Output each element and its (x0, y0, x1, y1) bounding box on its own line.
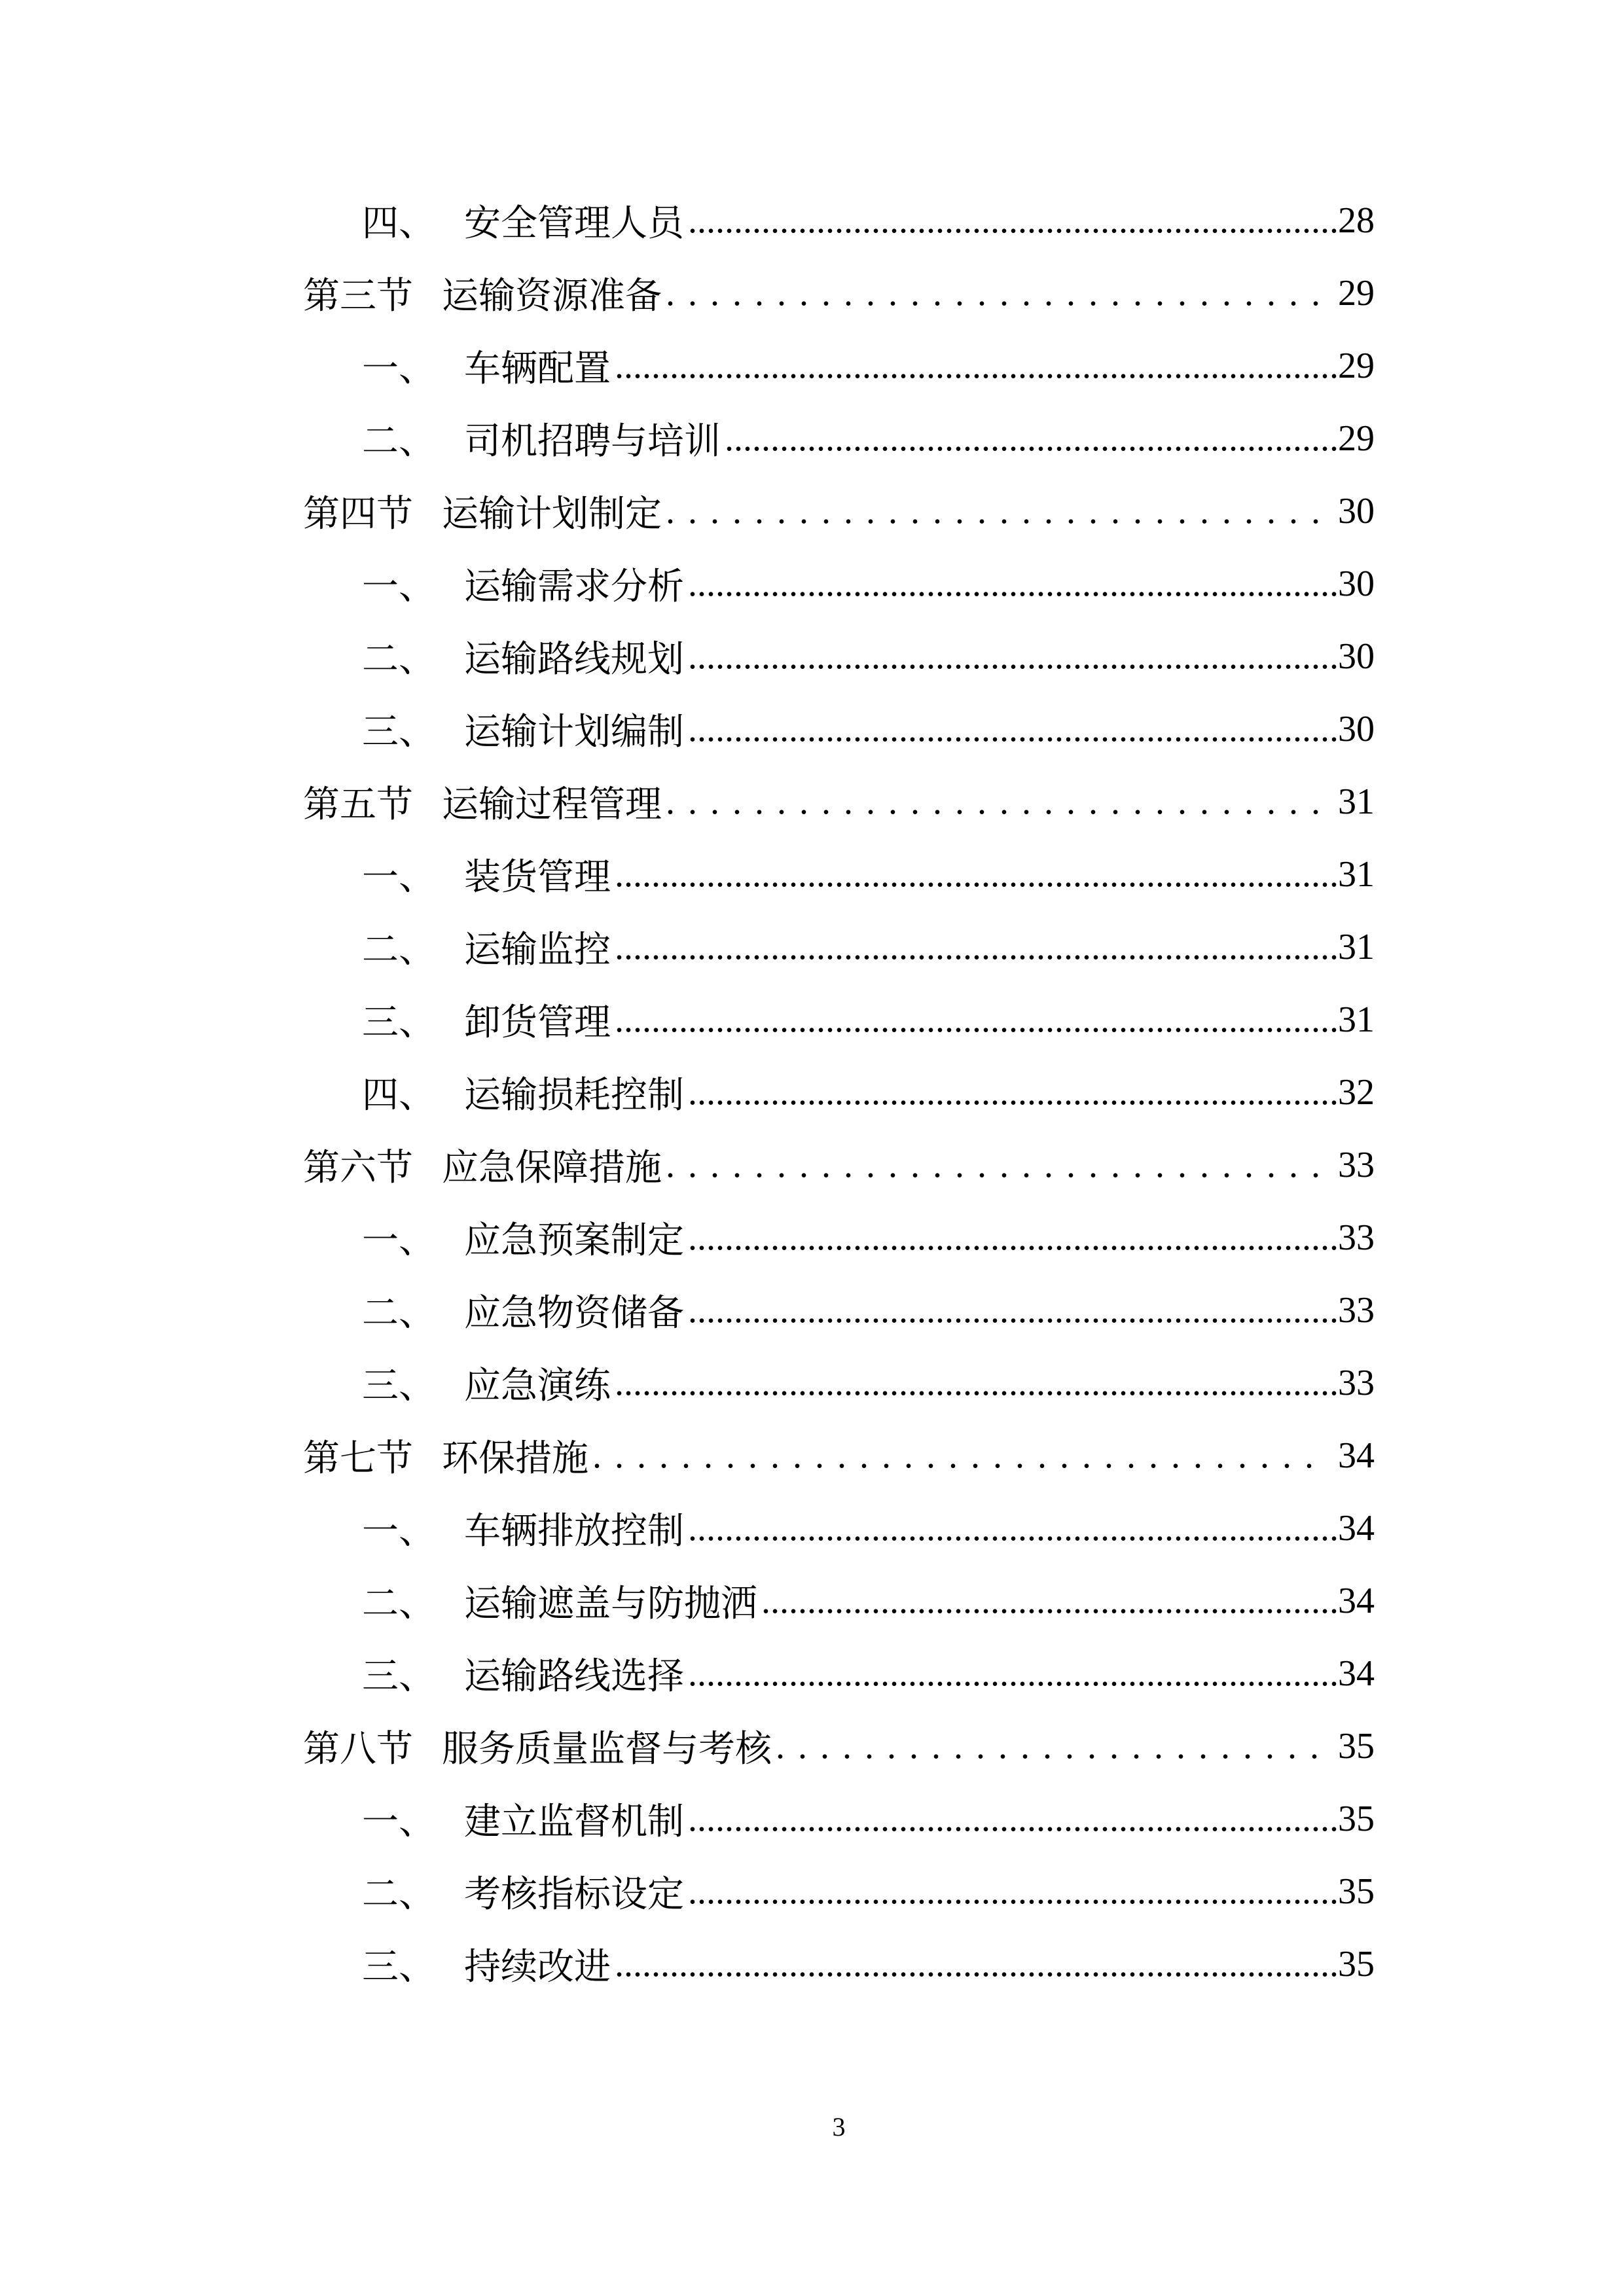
toc-entry-title: 运输过程管理 (442, 784, 662, 825)
toc-entry-title: 建立监督机制 (464, 1801, 684, 1842)
toc-entry-number: 三、 (362, 1002, 435, 1043)
toc-entry-page: 33 (1338, 1289, 1375, 1331)
toc-entry-number: 第七节 (303, 1438, 413, 1479)
toc-leader-dots (592, 1435, 1329, 1477)
toc-entry-number: 一、 (362, 1220, 435, 1261)
toc-entry-title: 持续改进 (464, 1946, 611, 1988)
toc-entry-number: 四、 (362, 1075, 435, 1116)
toc-entry-page: 28 (1338, 200, 1375, 241)
toc-entry[interactable] (303, 1492, 1375, 1564)
toc-entry[interactable] (303, 1274, 1375, 1346)
toc-leader-dots (615, 926, 1338, 968)
toc-entry-page: 31 (1338, 926, 1375, 967)
toc-entry[interactable] (303, 910, 1375, 983)
toc-entry-number: 四、 (362, 203, 435, 244)
toc-entry[interactable] (303, 1928, 1375, 2000)
toc-entry[interactable] (303, 257, 1375, 329)
toc-entry-page: 29 (1338, 345, 1375, 386)
toc-leader-dots (688, 1507, 1338, 1549)
toc-leader-dots (666, 490, 1329, 532)
toc-entry-page: 31 (1338, 853, 1375, 895)
toc-leader-dots (688, 708, 1338, 750)
toc-leader-dots (688, 563, 1338, 605)
toc-entry-page: 30 (1338, 563, 1375, 604)
toc-entry-number: 二、 (362, 929, 435, 971)
toc-entry[interactable] (303, 1201, 1375, 1274)
page-footer (303, 2111, 1375, 2142)
toc-leader-dots (688, 636, 1338, 677)
toc-entry-number: 一、 (362, 348, 435, 389)
toc-entry[interactable] (303, 1782, 1375, 1855)
page-number: 3 (832, 2112, 846, 2142)
toc-entry-number: 三、 (362, 1656, 435, 1697)
toc-leader-dots (615, 1362, 1338, 1404)
toc-entry-page: 34 (1338, 1435, 1375, 1476)
toc-entry-page: 33 (1338, 1217, 1375, 1258)
toc-entry[interactable] (303, 620, 1375, 692)
toc-entry[interactable] (303, 1346, 1375, 1419)
toc-entry-number: 二、 (362, 421, 435, 462)
toc-entry-title: 考核指标设定 (464, 1874, 684, 1915)
toc-entry[interactable] (303, 1855, 1375, 1928)
toc-entry-page: 35 (1338, 1725, 1375, 1767)
toc-entry-title: 卸货管理 (464, 1002, 611, 1043)
toc-entry-page: 30 (1338, 708, 1375, 749)
toc-entry-title: 运输资源准备 (442, 276, 662, 317)
toc-leader-dots (688, 1653, 1338, 1695)
toc-entry-title: 运输监控 (464, 929, 611, 971)
toc-leader-dots (688, 1871, 1338, 1912)
toc-leader-dots (615, 345, 1338, 387)
toc-entry-title: 车辆排放控制 (464, 1511, 684, 1552)
toc-leader-dots (615, 1943, 1338, 1985)
toc-leader-dots (776, 1725, 1329, 1767)
toc-leader-dots (666, 272, 1329, 314)
toc-entry[interactable] (303, 1564, 1375, 1637)
toc-entry[interactable] (303, 1419, 1375, 1492)
toc-entry-page: 34 (1338, 1580, 1375, 1621)
toc-entry-page: 29 (1338, 418, 1375, 459)
toc-leader-dots (761, 1580, 1338, 1622)
toc-entry-title: 运输路线规划 (464, 639, 684, 680)
toc-entry[interactable] (303, 983, 1375, 1056)
toc-leader-dots (688, 1289, 1338, 1331)
toc-entry-number: 第三节 (303, 276, 413, 317)
toc-entry-title: 应急演练 (464, 1365, 611, 1407)
toc-entry-title: 应急物资储备 (464, 1293, 684, 1334)
toc-entry-page: 34 (1338, 1653, 1375, 1694)
toc-entry-title: 环保措施 (442, 1438, 588, 1479)
toc-entry[interactable] (303, 547, 1375, 620)
toc-entry[interactable] (303, 765, 1375, 838)
toc-entry-title: 运输需求分析 (464, 566, 684, 607)
toc-leader-dots (666, 1144, 1329, 1186)
toc-entry-number: 二、 (362, 1874, 435, 1915)
toc-entry-number: 第六节 (303, 1147, 413, 1189)
toc-entry[interactable] (303, 1128, 1375, 1201)
toc-entry[interactable] (303, 402, 1375, 475)
toc-entry-title: 司机招聘与培训 (464, 421, 721, 462)
toc-entry-page: 30 (1338, 490, 1375, 531)
toc-entry-title: 运输计划编制 (464, 711, 684, 753)
toc-entry-number: 一、 (362, 1511, 435, 1552)
toc-entry-number: 二、 (362, 1293, 435, 1334)
toc-leader-dots (688, 200, 1338, 242)
toc-entry-number: 第四节 (303, 493, 413, 535)
toc-entry-title: 安全管理人员 (464, 203, 684, 244)
toc-leader-dots (666, 781, 1329, 823)
toc-entry-page: 32 (1338, 1071, 1375, 1113)
toc-entry-title: 运输路线选择 (464, 1656, 684, 1697)
toc-entry-title: 运输损耗控制 (464, 1075, 684, 1116)
toc-list (303, 184, 1375, 2000)
toc-leader-dots (688, 1798, 1338, 1840)
toc-leader-dots (725, 418, 1338, 459)
toc-entry[interactable] (303, 184, 1375, 257)
toc-entry-title: 运输遮盖与防抛洒 (464, 1583, 757, 1624)
toc-entry-title: 应急预案制定 (464, 1220, 684, 1261)
toc-leader-dots (688, 1071, 1338, 1113)
toc-entry-page: 30 (1338, 636, 1375, 677)
toc-entry-title: 服务质量监督与考核 (442, 1729, 772, 1770)
toc-entry[interactable] (303, 692, 1375, 765)
toc-entry-number: 二、 (362, 1583, 435, 1624)
toc-entry-page: 33 (1338, 1144, 1375, 1185)
toc-entry-number: 三、 (362, 1365, 435, 1407)
toc-leader-dots (615, 999, 1338, 1041)
toc-entry-page: 31 (1338, 781, 1375, 822)
toc-entry-page: 31 (1338, 999, 1375, 1040)
toc-entry-page: 29 (1338, 272, 1375, 314)
toc-entry-number: 一、 (362, 1801, 435, 1842)
toc-leader-dots (615, 853, 1338, 895)
toc-entry-number: 三、 (362, 711, 435, 753)
toc-leader-dots (688, 1217, 1338, 1259)
toc-entry[interactable] (303, 475, 1375, 547)
toc-entry-number: 二、 (362, 639, 435, 680)
toc-entry-page: 35 (1338, 1798, 1375, 1839)
toc-entry[interactable] (303, 1710, 1375, 1782)
toc-entry[interactable] (303, 329, 1375, 402)
toc-entry-page: 33 (1338, 1362, 1375, 1403)
toc-entry-title: 装货管理 (464, 857, 611, 898)
toc-entry-number: 第五节 (303, 784, 413, 825)
toc-entry-title: 车辆配置 (464, 348, 611, 389)
toc-entry[interactable] (303, 1056, 1375, 1128)
toc-entry-page: 35 (1338, 1943, 1375, 1984)
toc-entry-page: 35 (1338, 1871, 1375, 1912)
toc-entry-title: 运输计划制定 (442, 493, 662, 535)
toc-entry-number: 一、 (362, 566, 435, 607)
toc-entry-number: 一、 (362, 857, 435, 898)
toc-entry-title: 应急保障措施 (442, 1147, 662, 1189)
toc-entry-number: 第八节 (303, 1729, 413, 1770)
toc-entry-page: 34 (1338, 1507, 1375, 1549)
toc-entry-number: 三、 (362, 1946, 435, 1988)
toc-entry[interactable] (303, 838, 1375, 910)
toc-entry[interactable] (303, 1637, 1375, 1710)
